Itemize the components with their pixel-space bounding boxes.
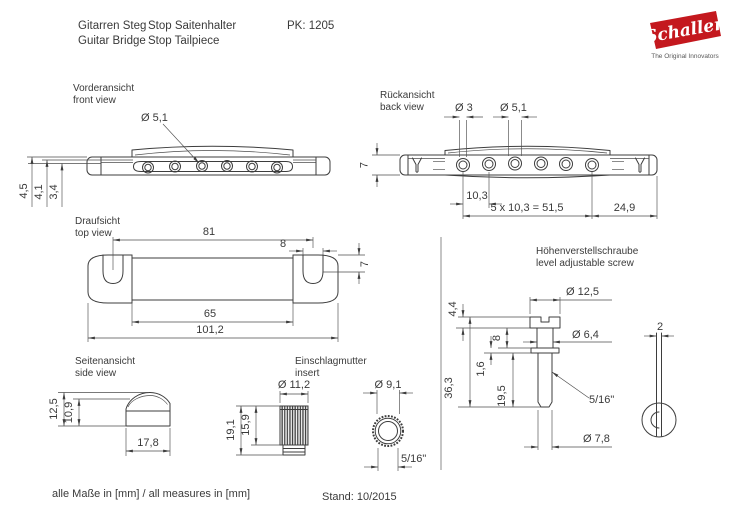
back-view [359, 90, 658, 219]
dim-front-h2: 4,1 [33, 184, 45, 200]
side-view-dimensions [48, 393, 170, 457]
dim-screw-thread: 5/16" [589, 394, 615, 406]
insert-face-drawing [373, 416, 403, 446]
dim-screw-neck-dia: Ø 6,4 [572, 329, 599, 341]
dim-top-slot-width: 8 [279, 238, 287, 250]
dim-insert-length-total: 19,1 [225, 419, 237, 441]
front-view-drawing [87, 146, 330, 175]
part-number: PK: 1205 [287, 20, 335, 32]
screw-label-de: Höhenverstellschraube [536, 246, 639, 257]
screw-label-en: level adjustable screw [536, 258, 634, 269]
dim-insert-outer-dia: Ø 11,2 [277, 379, 311, 391]
side-view [48, 356, 170, 456]
insert-view [225, 356, 426, 471]
subtitle-de: Stop Saitenhalter [148, 20, 237, 32]
dim-top-total-length: 101,2 [196, 324, 224, 336]
logo-tagline: The Original Innovators [651, 53, 719, 60]
dim-back-height: 7 [358, 161, 371, 169]
logo-brand: Schaller [643, 14, 725, 48]
subtitle-en: Stop Tailpiece [148, 35, 220, 47]
dim-screw-collar-height: 1,6 [475, 361, 487, 377]
title-de: Gitarren Steg [78, 20, 147, 32]
schaller-logo [644, 11, 726, 60]
side-view-label-en: side view [75, 368, 117, 379]
dim-side-width: 17,8 [137, 437, 159, 449]
front-view [18, 83, 330, 207]
screw-side-drawing [530, 317, 560, 407]
dim-back-end-offset: 24,9 [613, 202, 636, 214]
dim-insert-length-knurl: 15,9 [240, 414, 252, 436]
dim-screw-slot-width: 2 [656, 321, 664, 333]
insert-label-en: insert [295, 368, 320, 379]
side-view-label-de: Seitenansicht [75, 356, 136, 367]
header [78, 20, 334, 47]
dim-side-height-total: 12,5 [48, 398, 60, 420]
top-view-label-de: Draufsicht [75, 216, 121, 227]
dim-front-hole-dia: Ø 5,1 [141, 112, 168, 124]
dim-back-mount-dia: Ø 3 [455, 102, 473, 114]
dim-side-height-inner: 10,9 [63, 401, 75, 424]
footer [52, 488, 397, 503]
revision-date: Stand: 10/2015 [322, 491, 397, 503]
dim-insert-thread: 5/16" [401, 453, 427, 465]
back-view-label-de: Rückansicht [380, 90, 435, 101]
dim-screw-length-total: 36,3 [443, 377, 455, 399]
side-view-drawing [126, 393, 170, 427]
dim-screw-thread-length: 19,5 [496, 385, 508, 407]
dim-screw-head-height: 4,4 [447, 301, 459, 317]
screw-side-dimensions [443, 286, 614, 450]
top-view [75, 216, 371, 342]
top-view-dimensions [88, 226, 371, 342]
dim-top-stud-distance: 81 [202, 226, 216, 238]
dim-top-slot-offset: 7 [359, 260, 371, 268]
dim-top-body-length: 65 [203, 308, 217, 320]
screw-top-drawing [642, 321, 676, 437]
top-view-label-en: top view [75, 228, 112, 239]
top-view-drawing [88, 255, 338, 303]
insert-side-drawing [280, 406, 308, 455]
dim-back-pitch: 10,3 [466, 190, 488, 202]
dim-screw-head-dia: Ø 12,5 [566, 286, 600, 298]
dim-front-h1: 4,5 [18, 183, 30, 199]
dim-screw-neck-height: 8 [491, 334, 503, 342]
front-view-label-en: front view [73, 95, 116, 106]
insert-label-de: Einschlagmutter [295, 356, 367, 367]
front-view-dimensions [18, 112, 199, 207]
dim-back-pitch-total: 5 x 10,3 = 51,5 [490, 202, 564, 214]
dim-back-string-dia: Ø 5,1 [500, 102, 527, 114]
dim-screw-thread-dia: Ø 7,8 [583, 433, 610, 445]
dim-front-h3: 3,4 [48, 184, 60, 200]
back-view-label-en: back view [380, 102, 424, 113]
insert-face-dimensions [363, 379, 426, 471]
screw-view [443, 246, 676, 450]
units-note: alle Maße in [mm] / all measures in [mm] [52, 488, 251, 500]
back-view-dimensions [359, 102, 658, 219]
front-view-label-de: Vorderansicht [73, 83, 135, 94]
dim-insert-face-dia: Ø 9,1 [374, 379, 402, 391]
title-en: Guitar Bridge [78, 35, 146, 47]
back-view-drawing [400, 146, 657, 178]
